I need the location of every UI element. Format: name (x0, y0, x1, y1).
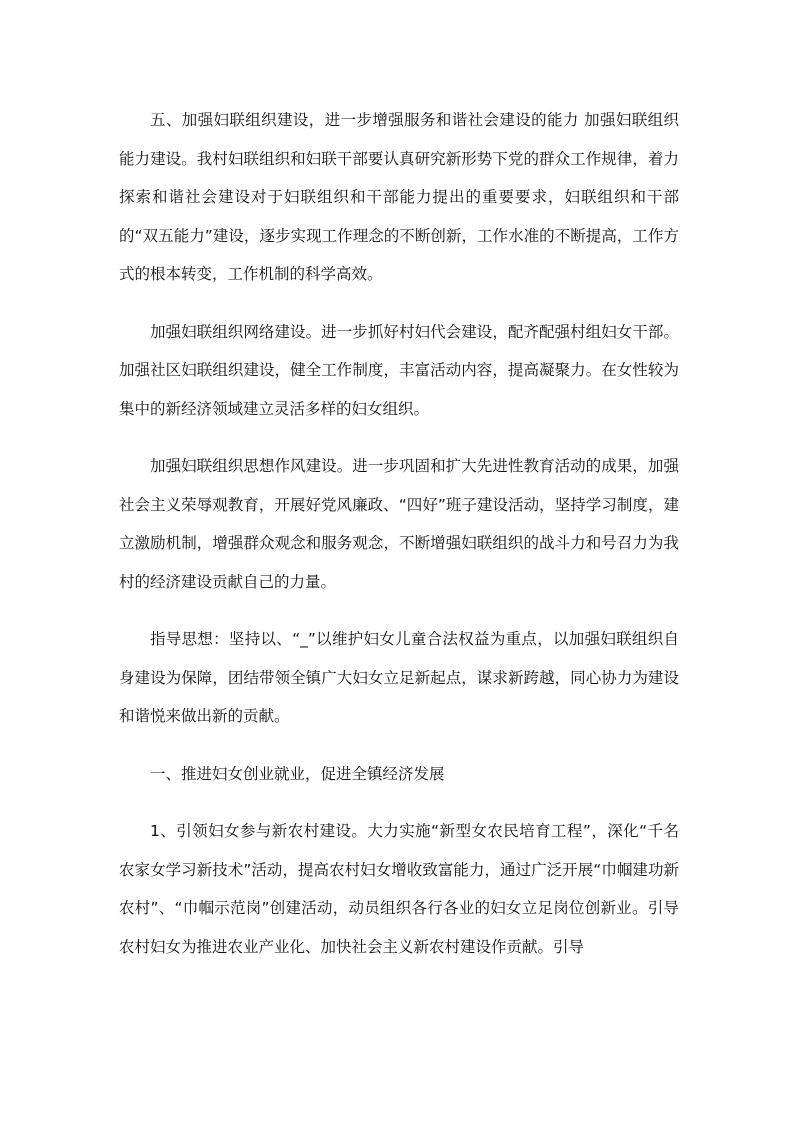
paragraph-ideology-style: 加强妇联组织思想作风建设。进一步巩固和扩大先进性教育活动的成果，加强社会主义荣辱观教育，开展好党风廉政、“四好”班子建设活动，坚持学习制度，建立激励机制，增强群众观念和服务观念，不断增强妇联组织的战斗力和号召力为我村的经济建设贡献自己的力量。 (119, 457, 679, 591)
paragraph-gap (119, 736, 679, 755)
paragraph-gap (119, 601, 679, 620)
paragraph-network-building: 加强妇联组织网络建设。进一步抓好村妇代会建设，配齐配强村组妇女干部。加强社区妇联组织建设，健全工作制度，丰富活动内容，提高凝聚力。在女性较为集中的新经济领域建立灵活多样的妇女组织。 (119, 322, 679, 418)
section-heading-employment: 一、推进妇女创业就业，促进全镇经济发展 (150, 764, 445, 783)
document-body (119, 101, 679, 966)
paragraph-gap (119, 793, 679, 812)
paragraph-organization-capacity: 五、加强妇联组织建设，进一步增强服务和谐社会建设的能力 加强妇联组织能力建设。我村妇联组织和妇联干部要认真研究新形势下党的群众工作规律，着力探索和谐社会建设对于妇联组织和干部能力提出的重要要求，妇联组织和干部的“双五能力”建设，逐步实现工作理念的不断创新，工作水准的不断提高，工作方式的根本转变，工作机制的科学高效。 (119, 111, 679, 283)
paragraph-guiding-thought: 指导思想：坚持以、“_”以维护妇女儿童合法权益为重点，以加强妇联组织自身建设为保障，团结带领全镇广大妇女立足新起点，谋求新跨越，同心协力为建设和谐悦来做出新的贡献。 (119, 630, 679, 725)
paragraph-gap (119, 428, 679, 447)
paragraph-gap (119, 294, 679, 313)
paragraph-new-countryside: 1、引领妇女参与新农村建设。大力实施“新型女农民培育工程”，深化“千名农家女学习新技术”活动，提高农村妇女增收致富能力，通过广泛开展“巾帼建功新农村”、“巾帼示范岗”创建活动，动员组织各行各业的妇女立足岗位创新业。引导农村妇女为推进农业产业化、加快社会主义新农村建设作贡献。引导 (119, 822, 679, 956)
